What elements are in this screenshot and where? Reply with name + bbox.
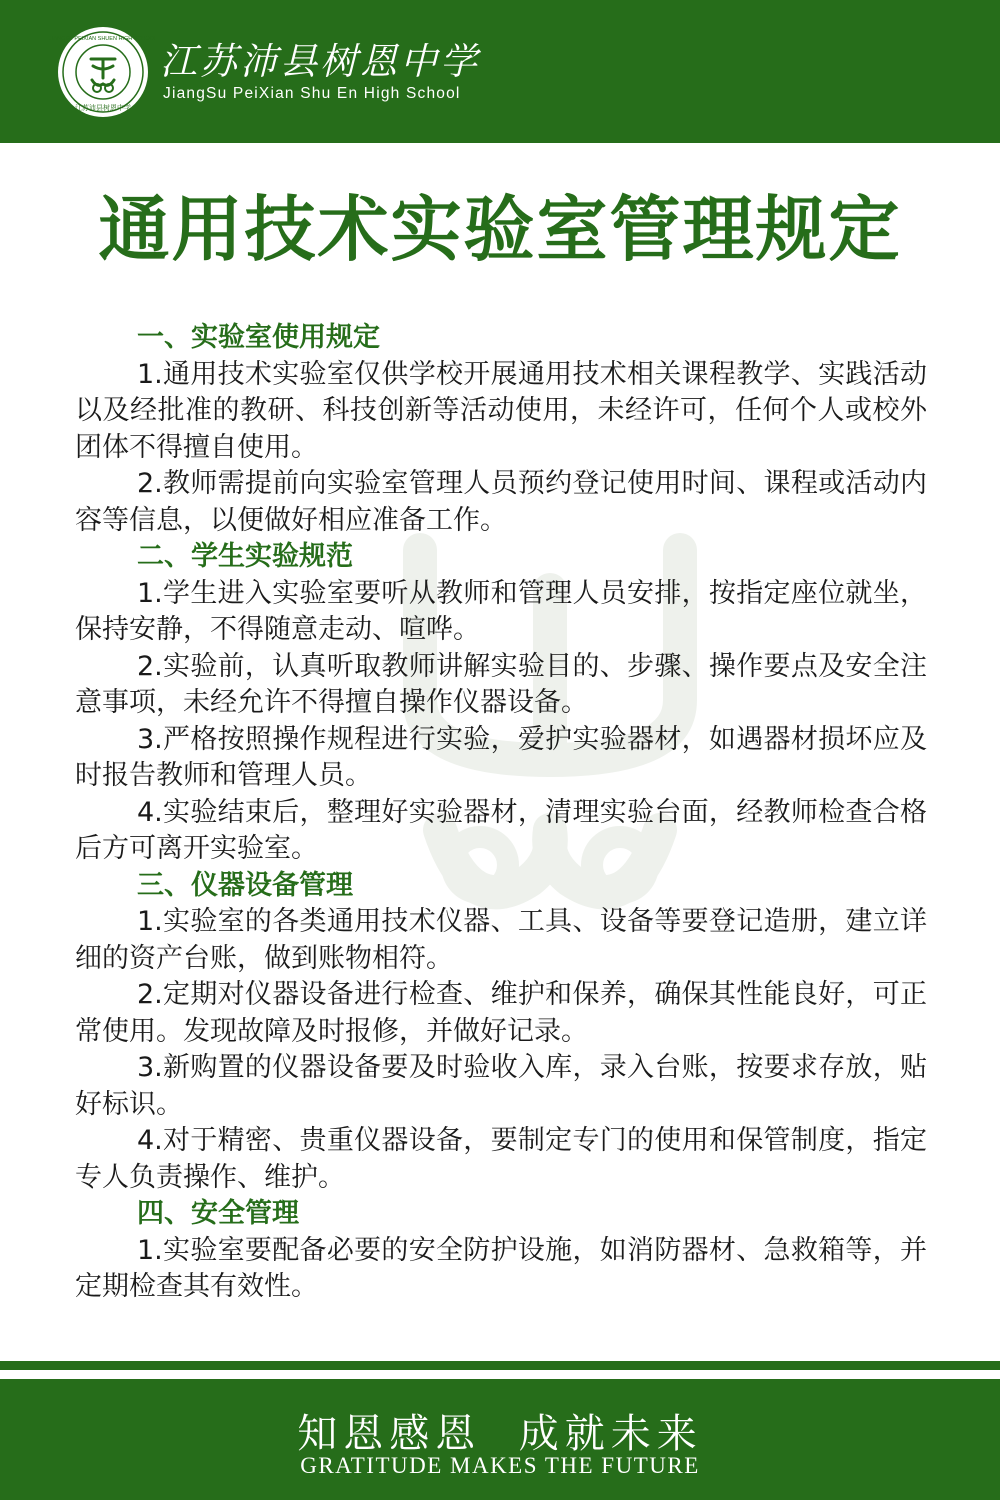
section-heading: 一、实验室使用规定 — [137, 322, 380, 353]
section-heading: 三、仪器设备管理 — [137, 869, 353, 901]
rule-item: 2.定期对仪器设备进行检查、维护和保养，确保其性能良好，可正常使用。发现故障及时报修，并做好记录。 — [75, 979, 927, 1047]
rule-item: 1.学生进入实验室要听从教师和管理人员安排，按指定座位就坐，保持安静，不得随意走动、喧哗。 — [75, 577, 927, 645]
header-bar — [0, 0, 1000, 143]
section-heading: 四、安全管理 — [137, 1198, 299, 1229]
footer-divider — [0, 1361, 1000, 1370]
rule-item: 3.严格按照操作规程进行实验，爱护实验器材，如遇器材损坏应及时报告教师和管理人员。 — [75, 723, 927, 791]
slogan-en: GRATITUDE MAKES THE FUTURE — [300, 1453, 700, 1478]
section-heading: 二、学生实验规范 — [137, 541, 353, 572]
school-emblem-icon — [49, 26, 157, 118]
rule-item: 1.实验室要配备必要的安全防护设施，如消防器材、急救箱等，并定期检查其有效性。 — [75, 1234, 927, 1302]
page-title: 通用技术实验室管理规定 — [98, 188, 902, 271]
school-name-cn: 江苏沛县树恩中学 — [160, 40, 480, 83]
logo-ring-text: JIANGSU PEIXIAN SHUEN HIGH SCHOOL — [49, 36, 157, 42]
rule-item: 4.对于精密、贵重仪器设备，要制定专门的使用和保管制度，指定专人负责操作、维护。 — [75, 1125, 927, 1193]
rule-item: 2.实验前，认真听取教师讲解实验目的、步骤、操作要点及安全注意事项，未经允许不得擅自操作仪器设备。 — [75, 650, 927, 718]
regulation-body — [75, 320, 927, 1306]
school-name-en: JiangSu PeiXian Shu En High School — [163, 85, 461, 102]
rule-item: 1.通用技术实验室仅供学校开展通用技术相关课程教学、实践活动以及经批准的教研、科技创新等活动使用，未经许可，任何个人或校外团体不得擅自使用。 — [75, 358, 927, 463]
logo-bottom-text: 江苏沛县树恩中学 — [75, 104, 131, 112]
rule-item: 1.实验室的各类通用技术仪器、工具、设备等要登记造册，建立详细的资产台账，做到账物相符。 — [75, 906, 927, 974]
rule-item: 2.教师需提前向实验室管理人员预约登记使用时间、课程或活动内容等信息，以便做好相应准备工作。 — [75, 468, 927, 536]
rule-item: 3.新购置的仪器设备要及时验收入库，录入台账，按要求存放，贴好标识。 — [75, 1052, 927, 1120]
slogan-cn: 知恩感恩 成就未来 — [297, 1411, 703, 1457]
rule-item: 4.实验结束后，整理好实验器材，清理实验台面，经教师检查合格后方可离开实验室。 — [75, 796, 927, 864]
